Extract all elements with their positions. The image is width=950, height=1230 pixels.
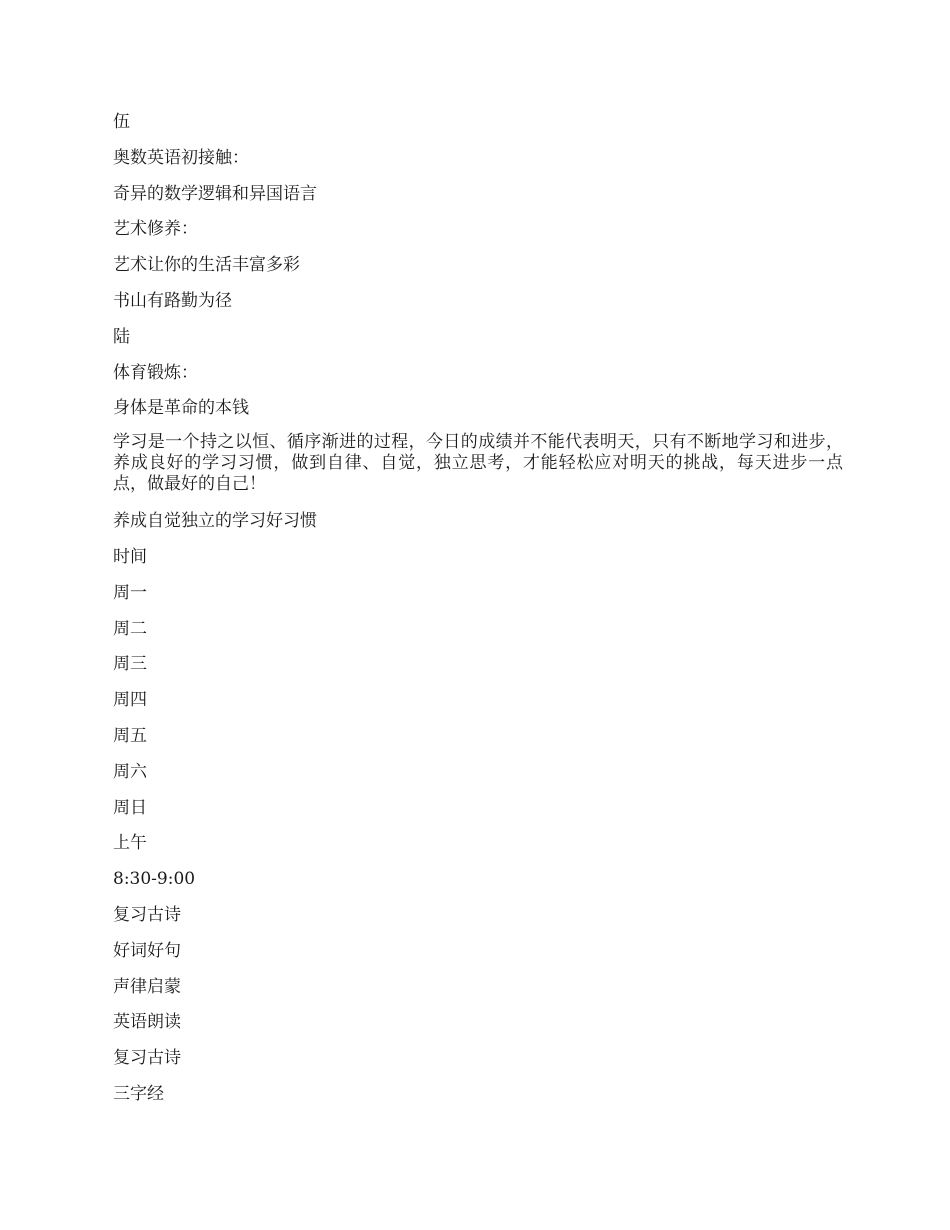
schedule-item: 声律启蒙 [113,976,181,997]
schedule-item: 三字经 [113,1083,164,1104]
subtitle-sports: 身体是革命的本钱 [113,398,249,419]
section-number-wu: 伍 [113,112,130,132]
subtitle-art: 艺术让你的生活丰富多彩 [113,255,300,276]
schedule-item: 好词好句 [113,940,181,961]
document-content [113,110,843,1118]
study-paragraph: 学习是一个持之以恒、循序渐进的过程，今日的成绩并不能代表明天，只有不断地学习和进步，养成良好的学习习惯，做到自律、自觉，独立思考，才能轻松应对明天的挑战，每天进步一点点，做最好的自己！ [113,432,843,495]
schedule-day-tue: 周二 [113,618,147,639]
schedule-day-mon: 周一 [113,582,147,603]
motto-line: 书山有路勤为径 [113,290,232,311]
section-number-lu: 陆 [113,326,130,347]
habit-title: 养成自觉独立的学习好习惯 [113,511,317,532]
schedule-day-wed: 周三 [113,654,147,675]
schedule-item: 复习古诗 [113,904,181,925]
schedule-item: 复习古诗 [113,1048,181,1069]
schedule-day-fri: 周五 [113,725,147,746]
schedule-day-thu: 周四 [113,690,147,711]
schedule-time-slot: 8:30-9:00 [113,869,196,890]
schedule-day-sun: 周日 [113,797,147,818]
schedule-day-sat: 周六 [113,761,147,782]
schedule-header-time: 时间 [113,546,147,567]
schedule-item: 英语朗读 [113,1012,181,1033]
subtitle-math-english: 奇异的数学逻辑和异国语言 [113,183,317,204]
heading-math-english: 奥数英语初接触： [113,147,249,168]
schedule-period-morning: 上午 [113,833,147,854]
heading-sports: 体育锻炼： [113,362,198,383]
heading-art: 艺术修养： [113,219,198,240]
